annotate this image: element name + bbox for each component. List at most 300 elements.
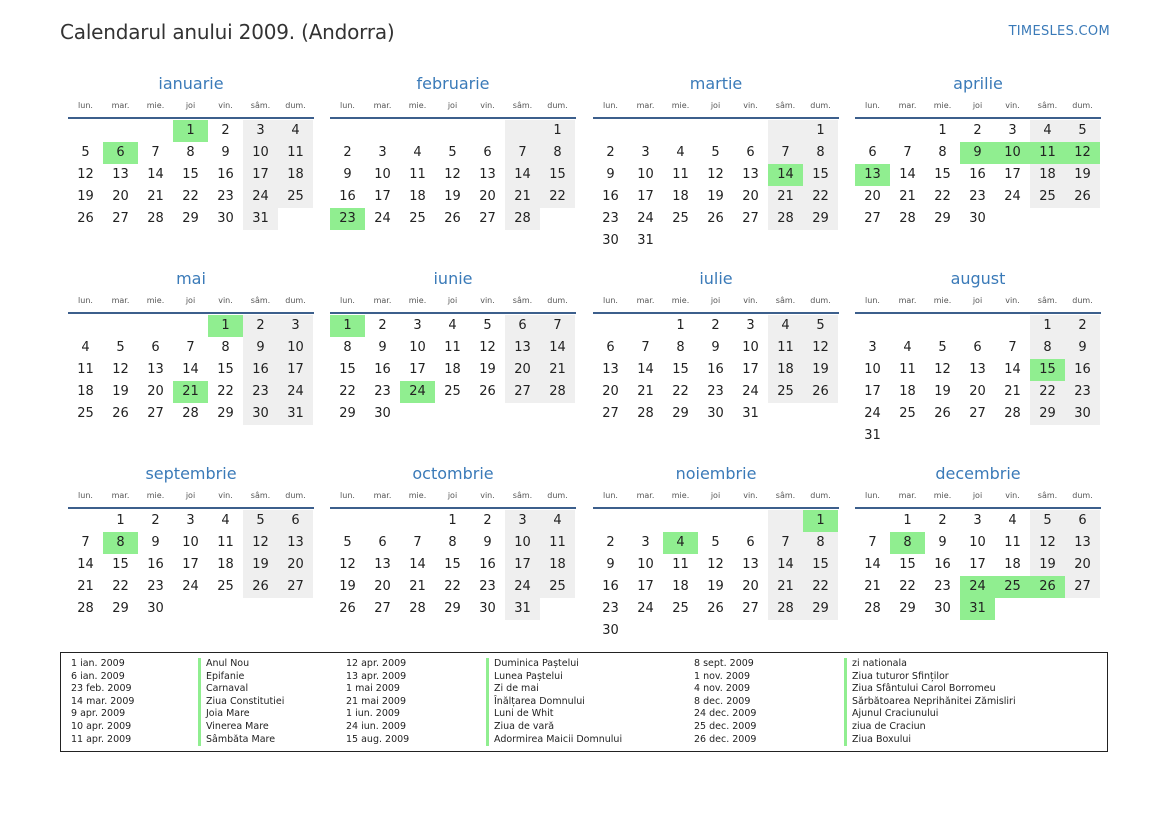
day-cell: 23 [147, 579, 164, 594]
day-cell: 31 [864, 428, 881, 443]
day-cell: 16 [1065, 359, 1100, 381]
weekday-label: lun. [603, 101, 618, 110]
day-cell: 28 [899, 211, 916, 226]
legend-date: 11 apr. 2009 [71, 733, 132, 745]
day-cell: 22 [1030, 381, 1065, 403]
day-cell: 3 [378, 145, 387, 160]
empty-day-cell [925, 425, 960, 447]
empty-day-cell [925, 315, 960, 337]
legend-date: 6 ian. 2009 [71, 670, 125, 682]
day-cell: 16 [217, 167, 234, 182]
day-cell: 4 [1008, 513, 1017, 528]
holiday-day-cell: 24 [960, 576, 995, 598]
empty-day-cell [243, 598, 278, 620]
day-cell: 14 [77, 557, 94, 572]
empty-day-cell [855, 315, 890, 337]
weekday-label: mar. [636, 491, 655, 500]
weekday-label: sâm. [250, 101, 271, 110]
day-cell: 13 [374, 557, 391, 572]
day-cell: 15 [444, 557, 461, 572]
day-cell: 26 [934, 406, 951, 421]
day-cell: 17 [637, 189, 654, 204]
day-cell: 31 [278, 403, 313, 425]
day-cell: 26 [479, 384, 496, 399]
day-cell: 18 [672, 189, 689, 204]
holiday-day-cell: 8 [890, 532, 925, 554]
day-cell: 22 [217, 384, 234, 399]
empty-day-cell [1065, 598, 1100, 620]
day-cell: 7 [768, 532, 803, 554]
day-cell: 6 [151, 340, 160, 355]
day-cell: 14 [864, 557, 881, 572]
day-cell: 20 [969, 384, 986, 399]
empty-day-cell [995, 208, 1030, 230]
weekday-label: vin. [218, 296, 233, 305]
holiday-day-cell: 12 [1065, 142, 1100, 164]
day-cell: 21 [540, 359, 575, 381]
empty-day-cell [593, 120, 628, 142]
empty-day-cell [103, 315, 138, 337]
legend-holiday-name: Vinerea Mare [198, 721, 284, 734]
day-cell: 16 [479, 557, 496, 572]
day-cell: 8 [448, 535, 457, 550]
day-cell: 24 [637, 601, 654, 616]
day-cell: 3 [641, 535, 650, 550]
month-iunie [330, 269, 576, 425]
day-cell: 25 [1030, 186, 1065, 208]
weekday-label: sâm. [1037, 491, 1058, 500]
day-cell: 11 [444, 340, 461, 355]
day-cell: 30 [602, 233, 619, 248]
day-cell: 25 [672, 211, 689, 226]
empty-day-cell [330, 510, 365, 532]
day-cell: 7 [1008, 340, 1017, 355]
legend-holiday-name: Lunea Paștelui [486, 671, 622, 684]
day-cell: 19 [934, 384, 951, 399]
day-cell: 11 [672, 167, 689, 182]
day-cell: 3 [973, 513, 982, 528]
empty-day-cell [768, 230, 803, 252]
day-cell: 4 [448, 318, 457, 333]
empty-day-cell [628, 315, 663, 337]
weekday-header [855, 294, 1101, 308]
day-cell: 14 [182, 362, 199, 377]
day-cell: 6 [1065, 510, 1100, 532]
day-cell: 17 [505, 554, 540, 576]
legend-date: 12 apr. 2009 [346, 658, 407, 669]
day-cell: 21 [147, 189, 164, 204]
legend-dates-column [346, 658, 409, 746]
weekday-label: sâm. [775, 296, 796, 305]
weekday-label: mie. [408, 101, 427, 110]
day-cell: 2 [606, 535, 615, 550]
weekday-label: joi [710, 101, 721, 110]
day-cell: 29 [217, 406, 234, 421]
day-cell: 27 [147, 406, 164, 421]
day-cell: 28 [864, 601, 881, 616]
day-cell: 25 [278, 186, 313, 208]
day-cell: 8 [1030, 337, 1065, 359]
day-cell: 13 [278, 532, 313, 554]
month-august [855, 269, 1101, 447]
holiday-day-cell: 4 [663, 532, 698, 554]
day-cell: 25 [768, 381, 803, 403]
day-cell: 9 [151, 535, 160, 550]
day-cell: 30 [374, 406, 391, 421]
empty-day-cell [628, 120, 663, 142]
day-cell: 13 [742, 557, 759, 572]
day-cell: 8 [803, 532, 838, 554]
day-cell: 15 [182, 167, 199, 182]
day-cell: 12 [243, 532, 278, 554]
day-cell: 15 [803, 164, 838, 186]
day-cell: 21 [409, 579, 426, 594]
day-cell: 23 [934, 579, 951, 594]
empty-day-cell [400, 403, 435, 425]
day-cell: 27 [1065, 576, 1100, 598]
empty-day-cell [628, 510, 663, 532]
day-cell: 22 [182, 189, 199, 204]
legend-date: 1 nov. 2009 [694, 670, 750, 682]
legend-holiday-name: Anul Nou [198, 658, 284, 671]
day-cell: 15 [899, 557, 916, 572]
empty-day-cell [208, 598, 243, 620]
day-cell: 22 [339, 384, 356, 399]
day-cell: 5 [938, 340, 947, 355]
day-cell: 3 [746, 318, 755, 333]
empty-day-cell [663, 510, 698, 532]
day-cell: 2 [606, 145, 615, 160]
day-cell: 3 [505, 510, 540, 532]
day-cell: 27 [278, 576, 313, 598]
month-decembrie [855, 464, 1101, 620]
day-cell: 17 [1004, 167, 1021, 182]
header-divider [330, 507, 576, 509]
legend-holiday-name: Ziua tuturor Sfinților [844, 671, 1016, 684]
weekday-label: vin. [480, 491, 495, 500]
holiday-day-cell: 13 [855, 164, 890, 186]
weekday-label: sâm. [512, 491, 533, 500]
day-cell: 11 [672, 557, 689, 572]
day-cell: 5 [1030, 510, 1065, 532]
empty-day-cell [470, 120, 505, 142]
day-cell: 5 [243, 510, 278, 532]
weekday-label: dum. [547, 101, 568, 110]
day-cell: 21 [864, 579, 881, 594]
empty-day-cell [698, 620, 733, 642]
day-cell: 21 [1004, 384, 1021, 399]
day-cell: 28 [768, 598, 803, 620]
empty-day-cell [1065, 425, 1100, 447]
day-cell: 1 [540, 120, 575, 142]
weekday-label: dum. [810, 491, 831, 500]
empty-day-cell [890, 315, 925, 337]
weekday-label: mar. [898, 491, 917, 500]
empty-day-cell [628, 620, 663, 642]
day-cell: 9 [483, 535, 492, 550]
day-cell: 30 [1065, 403, 1100, 425]
empty-day-cell [1065, 208, 1100, 230]
weekday-label: sâm. [775, 491, 796, 500]
weekday-header [330, 99, 576, 113]
day-cell: 10 [278, 337, 313, 359]
day-cell: 18 [540, 554, 575, 576]
day-cell: 4 [221, 513, 230, 528]
day-cell: 11 [77, 362, 94, 377]
day-cell: 3 [278, 315, 313, 337]
day-cell: 22 [444, 579, 461, 594]
empty-day-cell [68, 510, 103, 532]
day-cell: 11 [1004, 535, 1021, 550]
day-cell: 16 [602, 579, 619, 594]
holiday-day-cell: 11 [1030, 142, 1065, 164]
weekday-label: joi [185, 101, 196, 110]
legend-date: 1 mai 2009 [346, 683, 400, 695]
day-cell: 30 [934, 601, 951, 616]
day-cell: 3 [1008, 123, 1017, 138]
day-cell: 1 [116, 513, 125, 528]
day-cell: 6 [378, 535, 387, 550]
day-cell: 14 [409, 557, 426, 572]
day-cell: 28 [505, 208, 540, 230]
day-cell: 18 [1030, 164, 1065, 186]
day-cell: 12 [479, 340, 496, 355]
day-cell: 2 [151, 513, 160, 528]
weekday-header [330, 489, 576, 503]
day-cell: 24 [182, 579, 199, 594]
day-cell: 31 [243, 208, 278, 230]
weekday-label: lun. [603, 296, 618, 305]
empty-day-cell [960, 425, 995, 447]
weekday-label: mie. [671, 296, 690, 305]
day-cell: 28 [768, 208, 803, 230]
day-cell: 27 [864, 211, 881, 226]
day-cell: 3 [868, 340, 877, 355]
month-mai [68, 269, 314, 425]
day-cell: 19 [77, 189, 94, 204]
day-cell: 14 [1004, 362, 1021, 377]
day-cell: 22 [540, 186, 575, 208]
day-cell: 21 [637, 384, 654, 399]
weekday-header [68, 294, 314, 308]
weekday-header [68, 489, 314, 503]
legend-holiday-name: Ziua de vară [486, 721, 622, 734]
day-cell: 1 [803, 120, 838, 142]
month-title: iunie [433, 269, 473, 288]
day-cell: 5 [711, 145, 720, 160]
weekday-label: mar. [898, 296, 917, 305]
month-noiembrie [593, 464, 839, 642]
weekday-label: mie. [933, 296, 952, 305]
legend-names-column [486, 658, 622, 746]
day-cell: 10 [243, 142, 278, 164]
legend-holiday-name: Ajunul Craciunului [844, 708, 1016, 721]
day-cell: 20 [374, 579, 391, 594]
day-cell: 19 [444, 189, 461, 204]
weekday-label: vin. [1005, 296, 1020, 305]
weekday-label: dum. [285, 296, 306, 305]
day-cell: 22 [112, 579, 129, 594]
weekday-header [593, 294, 839, 308]
day-cell: 3 [186, 513, 195, 528]
day-cell: 10 [742, 340, 759, 355]
day-cell: 7 [540, 315, 575, 337]
month-title: decembrie [935, 464, 1021, 483]
empty-day-cell [173, 598, 208, 620]
month-ianuarie [68, 74, 314, 230]
weekday-label: sâm. [1037, 101, 1058, 110]
day-grid [855, 510, 1101, 620]
day-cell: 29 [444, 601, 461, 616]
day-cell: 27 [374, 601, 391, 616]
weekday-label: joi [185, 491, 196, 500]
day-cell: 12 [77, 167, 94, 182]
weekday-label: vin. [743, 491, 758, 500]
weekday-header [855, 489, 1101, 503]
day-cell: 9 [711, 340, 720, 355]
day-cell: 30 [217, 211, 234, 226]
empty-day-cell [803, 230, 838, 252]
day-cell: 26 [444, 211, 461, 226]
day-cell: 31 [742, 406, 759, 421]
day-cell: 12 [339, 557, 356, 572]
day-cell: 19 [803, 359, 838, 381]
weekday-label: dum. [547, 296, 568, 305]
day-cell: 13 [969, 362, 986, 377]
weekday-label: vin. [1005, 101, 1020, 110]
day-cell: 19 [479, 362, 496, 377]
day-cell: 5 [711, 535, 720, 550]
day-cell: 25 [540, 576, 575, 598]
empty-day-cell [698, 120, 733, 142]
holiday-day-cell: 15 [1030, 359, 1065, 381]
weekday-label: joi [972, 296, 983, 305]
day-cell: 9 [606, 167, 615, 182]
holiday-day-cell: 31 [960, 598, 995, 620]
weekday-label: lun. [78, 296, 93, 305]
weekday-label: mar. [636, 296, 655, 305]
day-cell: 2 [1065, 315, 1100, 337]
weekday-label: vin. [480, 296, 495, 305]
brand-link[interactable]: TIMESLES.COM [1008, 24, 1110, 39]
day-cell: 2 [243, 315, 278, 337]
weekday-label: mie. [933, 101, 952, 110]
weekday-label: joi [447, 491, 458, 500]
empty-day-cell [960, 315, 995, 337]
day-grid [330, 510, 576, 620]
empty-day-cell [995, 598, 1030, 620]
weekday-label: sâm. [1037, 296, 1058, 305]
day-cell: 9 [938, 535, 947, 550]
day-cell: 14 [768, 554, 803, 576]
legend-date: 1 ian. 2009 [71, 658, 125, 669]
day-cell: 20 [147, 384, 164, 399]
day-cell: 24 [505, 576, 540, 598]
day-cell: 4 [81, 340, 90, 355]
weekday-header [68, 99, 314, 113]
day-cell: 26 [1065, 186, 1100, 208]
weekday-label: dum. [810, 296, 831, 305]
day-cell: 19 [707, 579, 724, 594]
day-cell: 14 [505, 164, 540, 186]
empty-day-cell [593, 315, 628, 337]
weekday-label: lun. [340, 296, 355, 305]
empty-day-cell [365, 120, 400, 142]
day-cell: 17 [182, 557, 199, 572]
day-cell: 15 [540, 164, 575, 186]
day-cell: 27 [479, 211, 496, 226]
day-cell: 26 [339, 601, 356, 616]
empty-day-cell [768, 120, 803, 142]
weekday-label: sâm. [512, 296, 533, 305]
day-cell: 17 [409, 362, 426, 377]
day-cell: 13 [602, 362, 619, 377]
day-cell: 5 [116, 340, 125, 355]
day-cell: 17 [969, 557, 986, 572]
day-cell: 13 [112, 167, 129, 182]
day-cell: 20 [505, 359, 540, 381]
empty-day-cell [68, 315, 103, 337]
day-cell: 26 [707, 211, 724, 226]
header-divider [330, 312, 576, 314]
legend-date: 24 dec. 2009 [694, 708, 757, 720]
day-cell: 23 [707, 384, 724, 399]
day-cell: 3 [641, 145, 650, 160]
empty-day-cell [330, 120, 365, 142]
day-cell: 20 [602, 384, 619, 399]
day-cell: 28 [182, 406, 199, 421]
month-title: octombrie [412, 464, 494, 483]
day-cell: 9 [343, 167, 352, 182]
weekday-label: joi [185, 296, 196, 305]
weekday-label: dum. [547, 491, 568, 500]
day-cell: 25 [899, 406, 916, 421]
day-cell: 30 [602, 623, 619, 638]
day-cell: 17 [742, 362, 759, 377]
weekday-label: vin. [743, 101, 758, 110]
day-cell: 15 [217, 362, 234, 377]
empty-day-cell [365, 510, 400, 532]
legend-date: 21 mai 2009 [346, 695, 407, 707]
weekday-label: lun. [865, 101, 880, 110]
legend-names-column [198, 658, 284, 746]
day-cell: 13 [147, 362, 164, 377]
holiday-day-cell: 6 [103, 142, 138, 164]
day-cell: 10 [409, 340, 426, 355]
legend-dates-column [71, 658, 134, 746]
day-cell: 8 [938, 145, 947, 160]
legend-date: 14 mar. 2009 [71, 695, 135, 707]
weekday-label: vin. [218, 491, 233, 500]
day-cell: 24 [374, 211, 391, 226]
day-cell: 8 [803, 142, 838, 164]
day-cell: 18 [672, 579, 689, 594]
day-cell: 3 [243, 120, 278, 142]
day-cell: 1 [938, 123, 947, 138]
day-grid [68, 315, 314, 425]
day-cell: 30 [243, 403, 278, 425]
empty-day-cell [803, 403, 838, 425]
day-cell: 4 [1030, 120, 1065, 142]
day-cell: 14 [147, 167, 164, 182]
page-title: Calendarul anului 2009. (Andorra) [60, 20, 395, 44]
day-cell: 13 [479, 167, 496, 182]
day-cell: 15 [112, 557, 129, 572]
day-cell: 6 [606, 340, 615, 355]
day-cell: 6 [483, 145, 492, 160]
empty-day-cell [698, 510, 733, 532]
day-cell: 15 [672, 362, 689, 377]
